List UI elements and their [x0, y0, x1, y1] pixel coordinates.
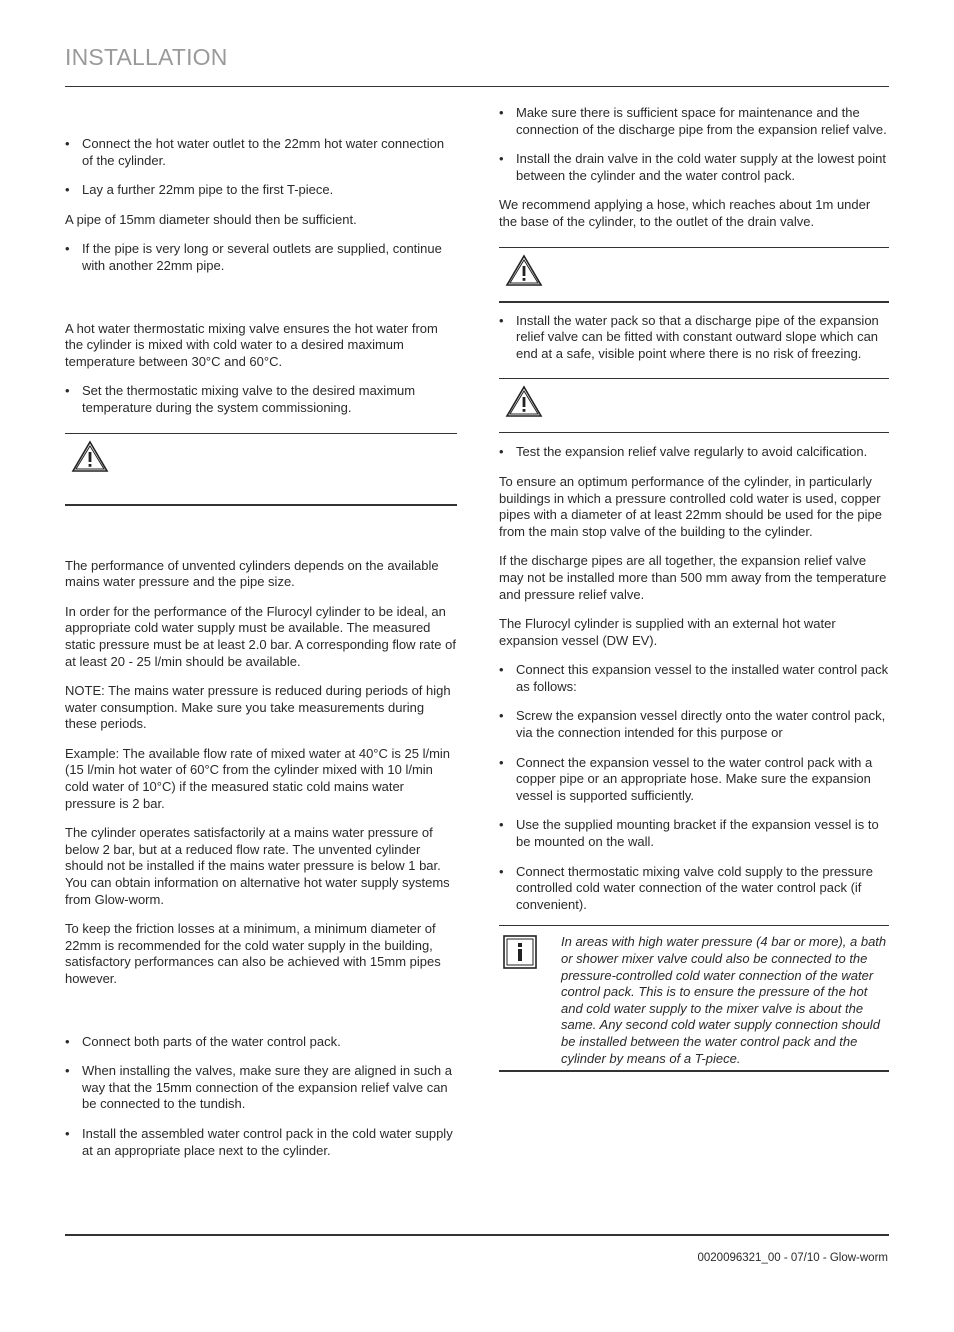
paragraph: Example: The available flow rate of mixed water at 40°C is 25 l/min (15 l/min hot water of 60°C from the cylinder mixed with 10 l/min cold water of 10°C) if the measured static cold mains water pressure is 2 bar.: [65, 745, 451, 811]
list-item: • Make sure there is sufficient space for maintenance and the connection of the discharge pipe from the expansion relief valve.: [499, 105, 889, 138]
list-item: • Install the drain valve in the cold water supply at the lowest point between the cylinder and the water control pack.: [499, 151, 889, 184]
list-item: • When installing the valves, make sure they are aligned in such a way that the 15mm connection of the expansion relief valve can be connected to the tundish.: [65, 1063, 457, 1113]
paragraph: We recommend applying a hose, which reaches about 1m under the base of the cylinder, to the outlet of the drain valve.: [499, 197, 871, 229]
paragraph: If the discharge pipes are all together, the expansion relief valve may not be installed more than 500 mm away from the temperature and pressure relief valve.: [499, 553, 887, 602]
paragraph: A hot water thermostatic mixing valve ensures the hot water from the cylinder is mixed with cold water to a desired maximum temperature between 30°C and 60°C.: [65, 320, 438, 369]
paragraph: To keep the friction losses at a minimum, a minimum diameter of 22mm is recommended for the cold water supply in the building, satisfactory performances can also be achieved with 15mm pipes however.: [65, 921, 441, 986]
list-item: • Install the assembled water control pack in the cold water supply at an appropriate place next to the cylinder.: [65, 1126, 457, 1159]
info-text: In areas with high water pressure (4 bar or more), a bath or shower mixer valve could also be connected to the pressure-controlled cold water connection of the water control pack. This is to ensure the pressure of the hot and cold water supply to the mixer valve is about the same. Any second cold water supply connection should be installed between the water control pack and the cylinder by means of a T-piece.: [561, 934, 887, 1066]
warning-triangle-icon: [505, 385, 543, 423]
list-item: • Install the water pack so that a discharge pipe of the expansion relief valve can be fitted with constant outward slope which can end at a safe, visible point where there is no risk of freezing.: [499, 313, 889, 363]
list-item: • Set the thermostatic mixing valve to the desired maximum temperature during the system commissioning.: [65, 383, 457, 416]
right-column: [499, 105, 889, 1072]
warning-box: [499, 378, 889, 432]
list-item: • Connect this expansion vessel to the installed water control pack as follows:: [499, 662, 889, 695]
warning-box: [65, 433, 457, 506]
paragraph: In order for the performance of the Flurocyl cylinder to be ideal, an appropriate cold water supply must be available. The measured static pressure must be at least 2.0 bar. A corresponding flow rate of at least 20 - 25 l/min should be available.: [65, 603, 456, 669]
list-item: • If the pipe is very long or several outlets are supplied, continue with another 22mm pipe.: [65, 241, 457, 274]
warning-box: [499, 247, 889, 303]
paragraph: The performance of unvented cylinders depends on the available mains water pressure and the pipe size.: [65, 557, 439, 590]
paragraph: NOTE: The mains water pressure is reduced during periods of high water consumption. Make sure you take measurements during these periods.: [65, 683, 451, 732]
list-item: • Connect both parts of the water control pack.: [65, 1034, 457, 1051]
list-item: • Connect thermostatic mixing valve cold supply to the pressure controlled cold water connection of the water control pack (if convenient).: [499, 864, 889, 914]
warning-triangle-icon: [71, 440, 109, 478]
footer-divider: [65, 1234, 889, 1236]
information-icon: [503, 935, 537, 974]
list-item: • Test the expansion relief valve regularly to avoid calcification.: [499, 444, 889, 461]
info-note: [499, 925, 889, 1072]
warning-triangle-icon: [505, 254, 543, 292]
header-divider: [65, 86, 889, 87]
list-item: • Screw the expansion vessel directly onto the water control pack, via the connection intended for this purpose or: [499, 708, 889, 741]
divider: [499, 432, 889, 433]
list-item: • Use the supplied mounting bracket if the expansion vessel is to be mounted on the wall.: [499, 817, 889, 850]
paragraph: To ensure an optimum performance of the cylinder, in particularly buildings in which a pressure controlled cold water is used, copper pipes with a diameter of at least 22mm should be used for the pipe from the main stop valve of the building to the cylinder.: [499, 473, 882, 539]
list-item: • Connect the hot water outlet to the 22mm hot water connection of the cylinder.: [65, 136, 457, 169]
paragraph: The Flurocyl cylinder is supplied with an external hot water expansion vessel (DW EV).: [499, 616, 836, 648]
list-item: • Lay a further 22mm pipe to the first T-piece.: [65, 182, 457, 199]
page-title: INSTALLATION: [65, 44, 228, 70]
paragraph: The cylinder operates satisfactorily at a mains water pressure of below 2 bar, but at a reduced flow rate. The unvented cylinder should not be installed if the mains water pressure is below 1 bar. You can obtain information on alternative hot water supply systems from Glow-worm.: [65, 825, 450, 907]
left-column: [65, 136, 457, 1159]
list-item: • Connect the expansion vessel to the water control pack with a copper pipe or an appropriate hose. Make sure the expansion vessel is supported sufficiently.: [499, 755, 889, 805]
footer-doc-ref: 0020096321_00 - 07/10 - Glow-worm: [697, 1252, 888, 1264]
paragraph: A pipe of 15mm diameter should then be sufficient.: [65, 211, 357, 227]
